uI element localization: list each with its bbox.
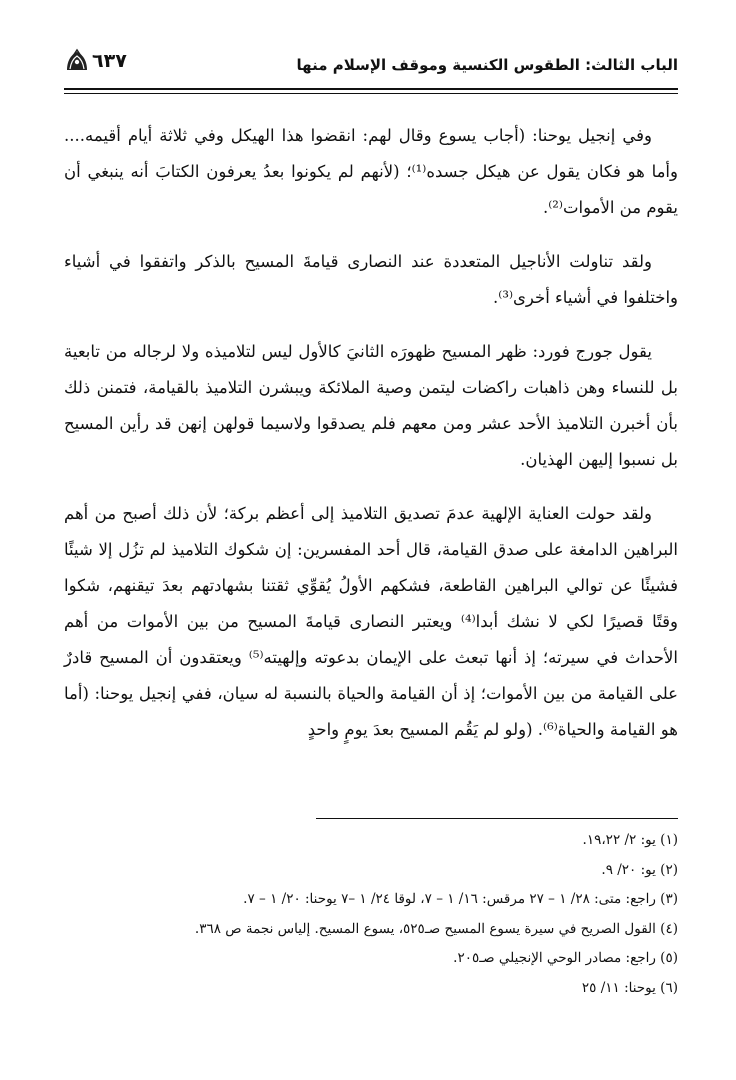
page-header — [64, 44, 678, 90]
footnote: (٢) يو: ٢٠/ ٩. — [601, 861, 678, 878]
footnote: (١) يو: ٢/ ١٩،٢٢. — [582, 832, 678, 848]
footnote: (٥) راجع: مصادر الوحي الإنجيلي صـ٢٠٥. — [453, 950, 678, 966]
header-rule — [64, 88, 678, 90]
ornament-icon — [64, 48, 90, 74]
footnotes-divider — [316, 818, 678, 819]
paragraph: يقول جورج فورد: ظهر المسيح ظهورَه الثانيَ كالأول ليس لتلاميذه ولا لرجاله من تابعية بل للنساء وهن ذاهبات راكضات ليتمن وصية الملائكة ويبشرن التلاميذ بالقيامة، فتمنن ذلك بأن أخبرن التلاميذ الأحد عشر ومن معهم فلم يصدقوا ولاسيما قولهن إنهن قد رأين المسيح بل نسبوا إليهن الهذيان. — [64, 342, 678, 469]
page-number: ٦٣٧ — [92, 50, 127, 72]
footnote: (٦) يوحنا: ١١/ ٢٥ — [581, 979, 678, 996]
page-number-block — [64, 48, 127, 74]
footnote: (٤) القول الصريح في سيرة يسوع المسيح صـ٥٢٥، يسوع المسيح. إلياس نجمة ص ٣٦٨. — [194, 920, 678, 937]
paragraph: ولقد تناولت الأناجيل المتعددة عند النصارى قيامةَ المسيح بالذكر واتفقوا في أشياء واختلفوا في أشياء أخرى⁽³⁾. — [64, 252, 678, 307]
footnotes — [64, 826, 678, 1003]
main-text — [64, 118, 678, 766]
paragraph: وفي إنجيل يوحنا: (أجاب يسوع وقال لهم: انقضوا هذا الهيكل وفي ثلاثة أيام أقيمه.... وأما هو فكان يقول عن هيكل جسده⁽¹⁾؛ (لأنهم لم يكونوا بعدُ يعرفون الكتابَ أنه ينبغي أن يقوم من الأموات⁽²⁾. — [64, 126, 678, 217]
footnote: (٣) راجع: متى: ٢٨/ ١ – ٢٧ مرقس: ١٦/ ١ – ٧، لوقا ٢٤/ ١ –٧ يوحنا: ٢٠/ ١ – ٧. — [243, 891, 678, 907]
paragraph: ولقد حولت العناية الإلهية عدمَ تصديق التلاميذ إلى أعظم بركة؛ لأن ذلك أصبح من أهم البراهين الدامغة على صدق القيامة، قال أحد المفسرين: إن شكوك التلاميذ لم تزُل إلا شيئًا فشيئًا عن توالي البراهين القاطعة، فشكهم الأولُ يُقوِّي ثقتنا بشهادتهم بعدَ تيقنهم، شكوا وقتًا قصيرًا لكي لا نشك أبدا⁽⁴⁾ ويعتبر النصارى قيامةَ المسيح من بين الأموات من أهم الأحداث في سيرته؛ إذ أنها تبعث على الإيمان بدعوته وإلهيته⁽⁵⁾ ويعتقدون أن المسيح قادرٌ على القيامة من بين الأموات؛ إذ أن القيامة والحياة بالنسبة له سيان، ففي إنجيل يوحنا: (أما هو القيامة والحياة⁽⁶⁾. (ولو لم يَقُم المسيح بعدَ يومٍ واحدٍ — [64, 504, 678, 739]
chapter-title: الباب الثالث: الطقوس الكنسية وموقف الإسلام منها — [296, 56, 678, 74]
header-rule-thin — [64, 93, 678, 94]
